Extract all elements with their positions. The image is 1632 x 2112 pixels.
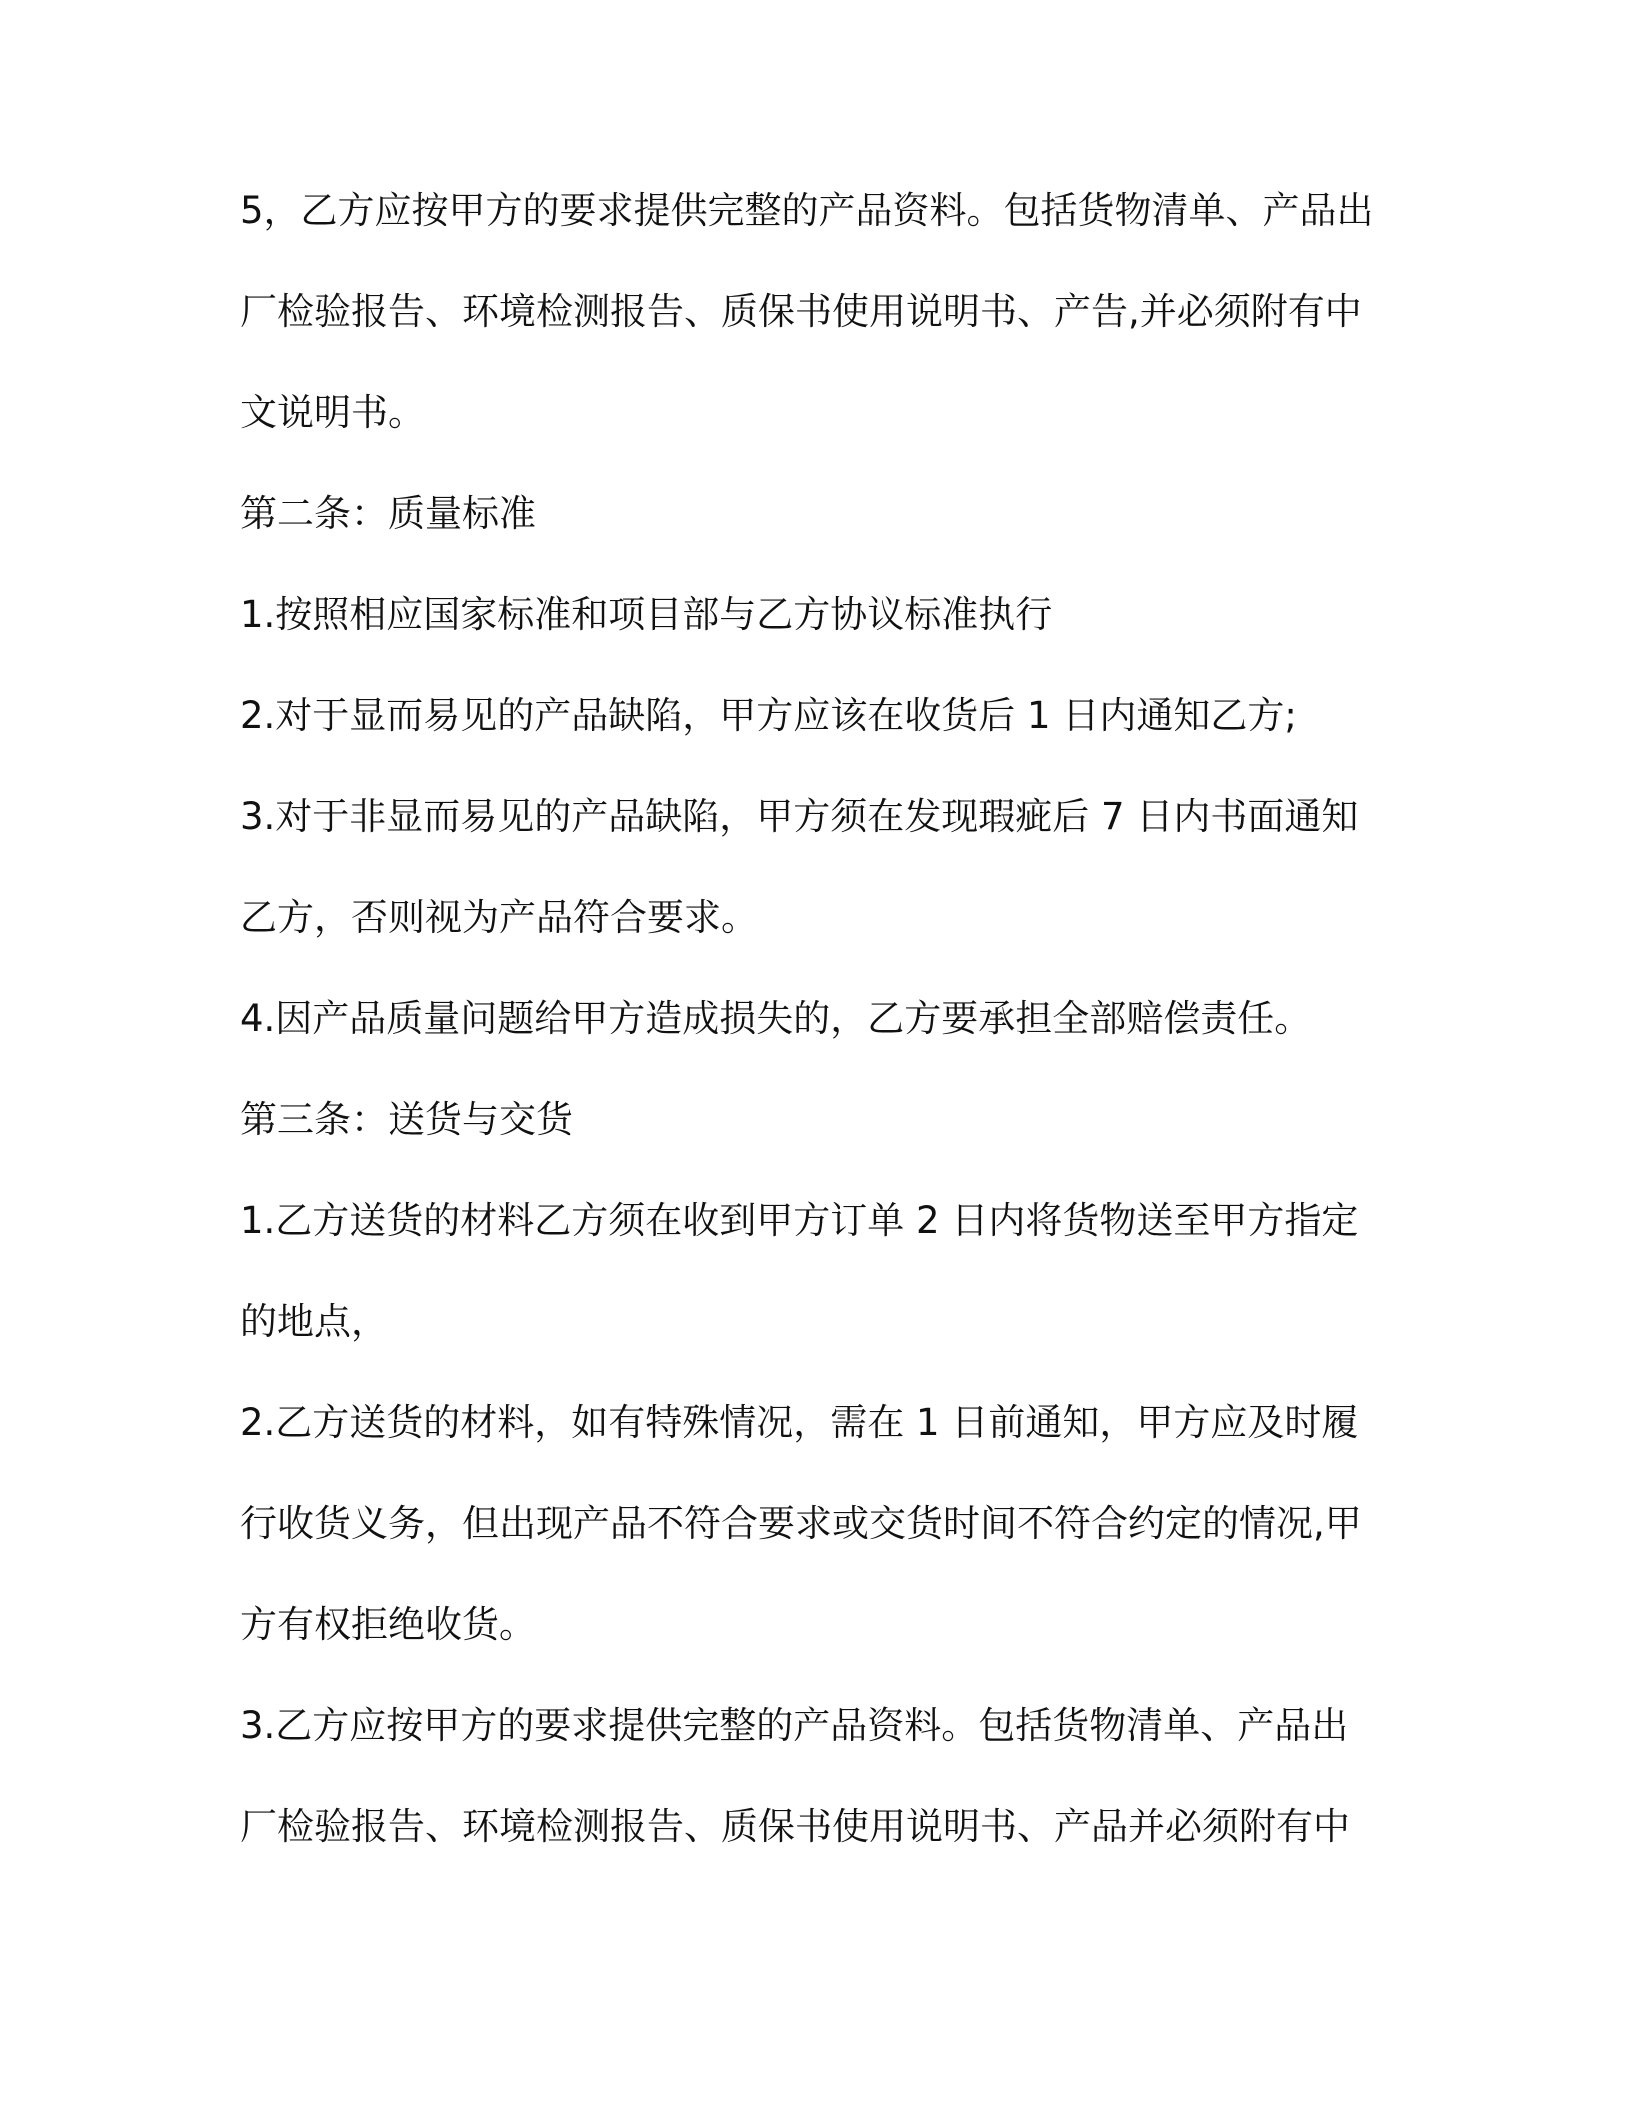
document-body: [240, 188, 1380, 1905]
text-line: 厂检验报告、环境检测报告、质保书使用说明书、产品并必须附有中: [240, 1805, 1350, 1848]
text-line: 2.乙方送货的材料，如有特殊情况，需在 1 日前通知，甲方应及时履: [240, 1401, 1359, 1444]
text-line: 3.乙方应按甲方的要求提供完整的产品资料。包括货物清单、产品出: [240, 1704, 1349, 1747]
text-line: 方有权拒绝收货。: [240, 1603, 536, 1646]
text-line: 的地点，: [240, 1300, 388, 1343]
text-line: 2.对于显而易见的产品缺陷，甲方应该在收货后 1 日内通知乙方;: [240, 694, 1297, 737]
text-line: 行收货义务，但出现产品不符合要求或交货时间不符合约定的情况,甲: [240, 1502, 1362, 1545]
text-line: 3.对于非显而易见的产品缺陷，甲方须在发现瑕疵后 7 日内书面通知: [240, 795, 1359, 838]
text-line: 文说明书。: [240, 391, 425, 434]
text-line: 乙方，否则视为产品符合要求。: [240, 896, 758, 939]
text-line: 1.按照相应国家标准和项目部与乙方协议标准执行: [240, 593, 1053, 636]
text-line: 1.乙方送货的材料乙方须在收到甲方订单 2 日内将货物送至甲方指定: [240, 1199, 1359, 1242]
section-heading: 第二条：质量标准: [240, 492, 536, 535]
text-line: 厂检验报告、环境检测报告、质保书使用说明书、产告,并必须附有中: [240, 290, 1362, 333]
text-line: 4.因产品质量问题给甲方造成损失的，乙方要承担全部赔偿责任。: [240, 997, 1312, 1040]
text-line: 5，乙方应按甲方的要求提供完整的产品资料。包括货物清单、产品出: [240, 189, 1374, 232]
section-heading: 第三条：送货与交货: [240, 1098, 573, 1141]
